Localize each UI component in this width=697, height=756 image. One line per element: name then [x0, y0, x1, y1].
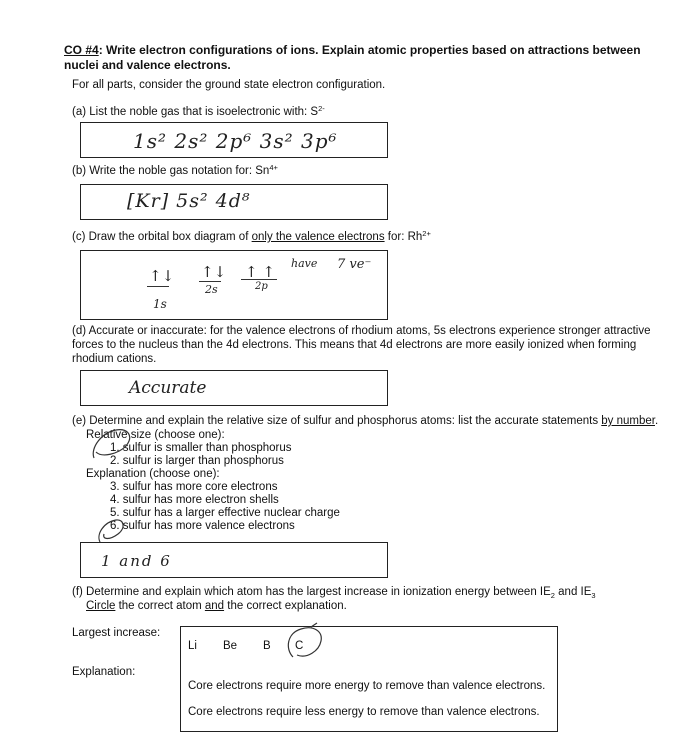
answer-box-f[interactable]	[180, 626, 558, 732]
question-b-prompt	[72, 165, 278, 177]
question-e-prompt	[72, 415, 658, 427]
question-d-prompt: (d) Accurate or inaccurate: for the valence electrons of rhodium atoms, 5s electrons experience stronger attractive forces to the nucleus than the 4d electrons. This means that 4d electrons are more easily ionized when forming rhodium cations.	[72, 325, 651, 365]
answer-a-handwriting: 1s² 2s² 2p⁶ 3s² 3p⁶	[133, 129, 338, 153]
circle-mark-atom-c	[283, 621, 327, 665]
question-f-prompt	[72, 586, 596, 598]
answer-box-c[interactable]	[80, 250, 388, 320]
title-text: : Write electron configurations of ions. Explain atomic properties based on attractions between nuclei and valence electrons.	[64, 43, 641, 72]
orbital-2-line	[199, 281, 221, 282]
orbital-3-line	[241, 279, 277, 280]
section-title	[64, 43, 664, 73]
answer-d-handwriting: Accurate	[129, 378, 207, 398]
question-b-text: (b) Write the noble gas notation for: Sn	[72, 165, 270, 177]
size-option-2[interactable]: 2. sulfur is larger than phosphorus	[110, 455, 284, 467]
orbital-3-label: 2p	[255, 281, 268, 292]
question-c-prompt	[72, 231, 431, 243]
answer-b-handwriting: [Kr] 5s² 4d⁸	[127, 190, 251, 212]
atom-b[interactable]: B	[263, 640, 271, 652]
question-f-and-word: and	[204, 600, 225, 612]
question-c-text-end: for: Rh	[384, 231, 423, 243]
explanation-choice-less[interactable]: Core electrons require less energy to remove than valence electrons.	[188, 706, 540, 718]
question-f-instructions	[86, 600, 347, 612]
question-f-circle-word: Circle	[86, 600, 116, 612]
largest-increase-label: Largest increase:	[72, 627, 161, 639]
question-f-instr-end: the correct explanation.	[224, 600, 347, 612]
answer-box-d[interactable]	[80, 370, 388, 406]
question-a-prompt	[72, 106, 325, 118]
explanation-choice-more[interactable]: Core electrons require more energy to remove than valence electrons.	[188, 680, 546, 692]
orbital-1-label: 1s	[153, 297, 167, 311]
answer-box-a[interactable]	[80, 122, 388, 158]
title-prefix: CO #4	[64, 43, 99, 57]
orbital-2-arrows: ↑↓	[201, 263, 227, 281]
question-c-charge: 2+	[422, 229, 431, 238]
orbital-note-have: have	[291, 257, 318, 270]
orbital-2-label: 2s	[205, 283, 218, 296]
orbital-1-arrows: ↑↓	[149, 267, 175, 285]
answer-box-b[interactable]	[80, 184, 388, 220]
question-a-charge: 2-	[318, 104, 325, 113]
intro-text: For all parts, consider the ground state electron configuration.	[72, 79, 386, 91]
explanation-option-6[interactable]: 6. sulfur has more valence electrons	[110, 520, 295, 532]
size-heading: Relative size (choose one):	[86, 429, 225, 441]
circle-mark-option-1	[88, 424, 138, 464]
question-f-text: (f) Determine and explain which atom has the largest increase in ionization energy between IE	[72, 586, 551, 598]
question-f-sub2: 3	[591, 591, 596, 600]
question-e-text: (e) Determine and explain the relative size of sulfur and phosphorus atoms: list the accurate statements	[72, 415, 602, 427]
explanation-option-5[interactable]: 5. sulfur has a larger effective nuclear charge	[110, 507, 340, 519]
size-option-1[interactable]: 1. sulfur is smaller than phosphorus	[110, 442, 292, 454]
question-e-underlined: by number	[601, 415, 655, 427]
atom-c[interactable]: C	[295, 640, 304, 652]
atom-be[interactable]: Be	[223, 640, 238, 652]
explanation-option-3[interactable]: 3. sulfur has more core electrons	[110, 481, 278, 493]
question-f-instr-mid: the correct atom	[115, 600, 205, 612]
answer-box-e[interactable]	[80, 542, 388, 578]
atom-li[interactable]: Li	[188, 640, 197, 652]
question-e-text-end: .	[654, 415, 659, 427]
answer-e-handwriting: 1 and 6	[101, 552, 172, 570]
question-b-charge: 4+	[269, 163, 278, 172]
question-f-text-mid: and IE	[554, 586, 592, 598]
orbital-note-valence: 7 ve⁻	[337, 257, 372, 272]
orbital-3-arrows: ↑ ↑	[245, 263, 275, 281]
explanation-heading: Explanation (choose one):	[86, 468, 220, 480]
orbital-1-line	[147, 286, 169, 287]
question-f-sub1: 2	[550, 591, 555, 600]
question-a-text: (a) List the noble gas that is isoelectronic with: S	[72, 106, 319, 118]
explanation-option-4[interactable]: 4. sulfur has more electron shells	[110, 494, 279, 506]
explanation-label: Explanation:	[72, 666, 136, 678]
question-c-underlined: only the valence electrons	[251, 231, 385, 243]
question-c-text: (c) Draw the orbital box diagram of	[72, 231, 252, 243]
